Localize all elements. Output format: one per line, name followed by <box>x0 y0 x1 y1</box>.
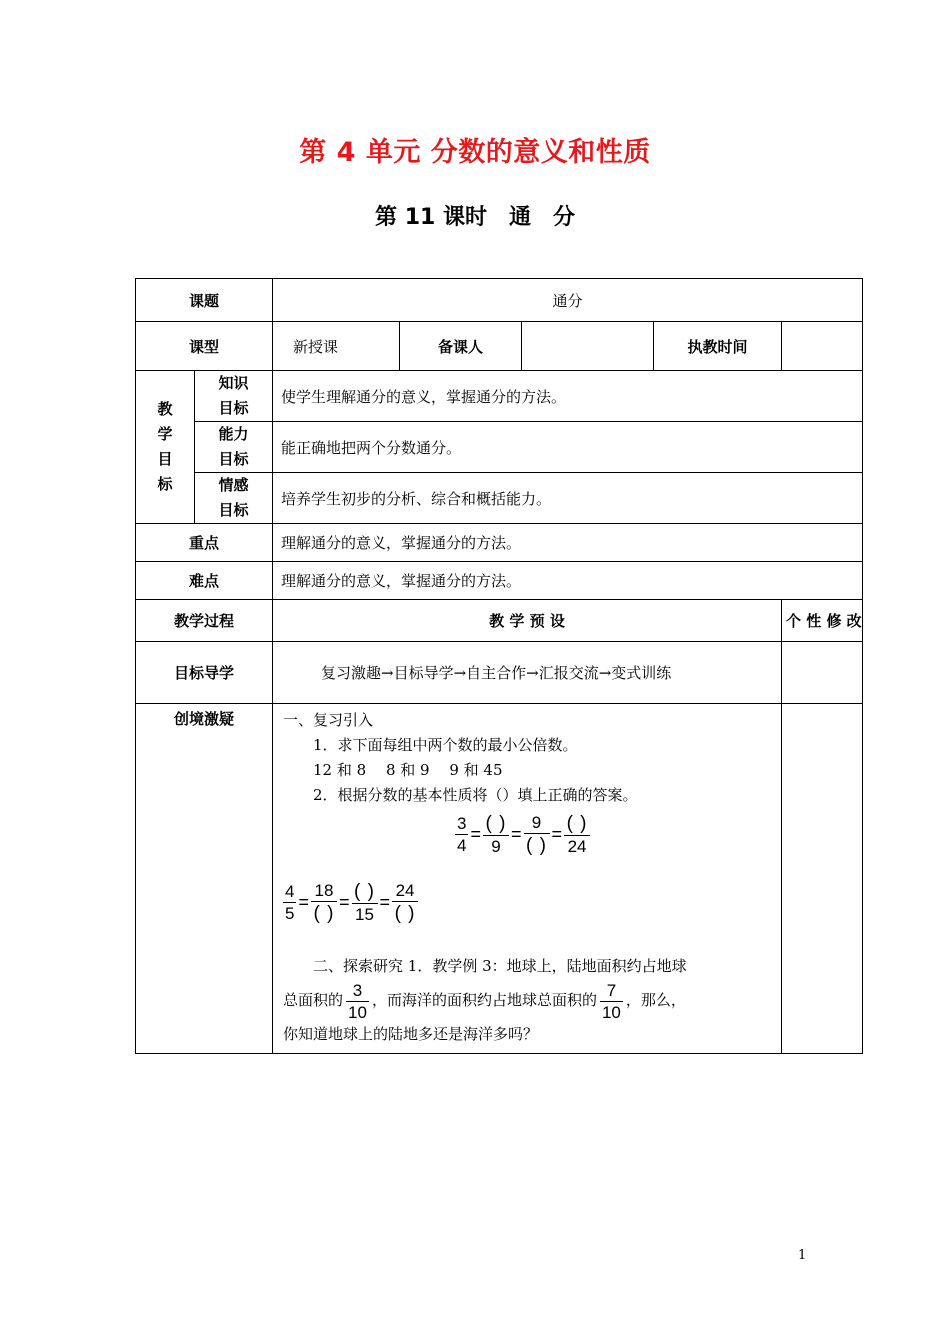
equals-sign: = <box>379 892 391 912</box>
goal-text-knowledge: 使学生理解通分的意义，掌握通分的方法。 <box>273 371 863 422</box>
goal-label-line: 情感 <box>218 476 249 494</box>
guide-modify-cell <box>782 642 863 704</box>
explore-question: 你知道地球上的陆地多还是海洋多吗？ <box>283 1024 539 1043</box>
goal-text-ability: 能正确地把两个分数通分。 <box>273 422 863 473</box>
fraction: $\frac{24}{( )}$ <box>392 882 418 923</box>
explore-text <box>283 980 773 1021</box>
fraction: $\frac{4}{5}$ <box>285 882 295 923</box>
goals-label <box>136 371 195 524</box>
goal-label-knowledge <box>195 371 273 422</box>
fraction: $\frac{( )}{15}$ <box>352 882 378 923</box>
process-header-row <box>136 600 863 642</box>
fraction: $\frac{3}{4}$ <box>457 814 467 855</box>
lesson-plan-table <box>135 278 863 1054</box>
fraction-sea: $\frac{7}{10}$ <box>601 980 621 1022</box>
key-point-text: 理解通分的意义，掌握通分的方法。 <box>273 524 863 562</box>
goal-label-line: 目标 <box>218 501 249 519</box>
goal-row-emotion <box>136 473 863 524</box>
lesson-subtitle: 第 11 课时 通 分 <box>375 205 575 230</box>
preparer-label: 备课人 <box>400 322 522 371</box>
review-heading: 一、复习引入 <box>283 711 374 729</box>
topic-row <box>136 279 863 322</box>
guide-row <box>136 642 863 704</box>
goal-label-ability <box>195 422 273 473</box>
type-label: 课型 <box>136 322 273 371</box>
preparer-value <box>522 322 654 371</box>
equals-sign: = <box>339 892 350 912</box>
goal-label-emotion <box>195 473 273 524</box>
difficulty-text: 理解通分的意义，掌握通分的方法。 <box>273 562 863 600</box>
create-row <box>136 704 863 1054</box>
topic-label: 课题 <box>136 279 273 322</box>
create-content <box>273 704 782 1054</box>
goals-label-char: 教 <box>157 400 173 418</box>
equals-sign: = <box>298 892 309 912</box>
explore-heading: 二、探索研究 1．教学例 3：地球上，陆地面积约占地球 <box>313 957 687 975</box>
explore-text-part: 总面积的 <box>283 991 344 1009</box>
create-modify-cell <box>782 704 863 1054</box>
goal-row-knowledge <box>136 371 863 422</box>
equation-1 <box>283 814 773 868</box>
goal-row-ability <box>136 422 863 473</box>
goals-label-char: 学 <box>157 425 173 443</box>
goals-label-char: 标 <box>157 475 173 493</box>
fraction: $\frac{( )}{9}$ <box>483 814 509 855</box>
goal-label-line: 能力 <box>218 425 249 443</box>
fraction-land: $\frac{3}{10}$ <box>348 980 367 1022</box>
process-label: 教学过程 <box>136 600 273 642</box>
type-value: 新授课 <box>273 322 400 371</box>
page-number: 1 <box>798 1248 807 1263</box>
explore-text-part: ，而海洋的面积约占地球总面积的 <box>371 991 597 1009</box>
guide-label: 目标导学 <box>136 642 273 704</box>
time-label: 执教时间 <box>654 322 782 371</box>
equals-sign: = <box>551 824 563 844</box>
fraction: $\frac{9}{( )}$ <box>524 814 550 855</box>
modify-header: 个 性 修 改 <box>782 600 863 642</box>
difficulty-row <box>136 562 863 600</box>
goal-label-line: 目标 <box>218 399 249 417</box>
goal-label-line: 目标 <box>218 450 249 468</box>
fraction: $\frac{( )}{24}$ <box>564 814 590 855</box>
equals-sign: = <box>470 824 481 844</box>
create-label: 创境激疑 <box>136 704 273 1054</box>
difficulty-label: 难点 <box>136 562 273 600</box>
guide-text: 复习激趣→目标导学→自主合作→汇报交流→变式训练 <box>273 642 782 704</box>
type-row <box>136 322 863 371</box>
key-point-label: 重点 <box>136 524 273 562</box>
topic-value: 通分 <box>273 279 863 322</box>
fraction: $\frac{18}{( )}$ <box>311 882 337 923</box>
equals-sign: = <box>511 824 522 844</box>
equation-2 <box>283 882 773 938</box>
goal-text-emotion: 培养学生初步的分析、综合和概括能力。 <box>273 473 863 524</box>
question-1: 1．求下面每组中两个数的最小公倍数。 <box>313 736 578 754</box>
goal-label-line: 知识 <box>218 374 249 392</box>
page-title: 第 4 单元 分数的意义和性质 <box>299 137 651 168</box>
explore-text-part: ，那么， <box>625 991 686 1009</box>
question-1-data: 12 和 8 8 和 9 9 和 45 <box>313 761 503 779</box>
goals-label-char: 目 <box>157 450 173 468</box>
design-header: 教 学 预 设 <box>273 600 782 642</box>
question-2: 2．根据分数的基本性质将（）填上正确的答案。 <box>313 786 638 804</box>
time-value <box>782 322 863 371</box>
key-point-row <box>136 524 863 562</box>
